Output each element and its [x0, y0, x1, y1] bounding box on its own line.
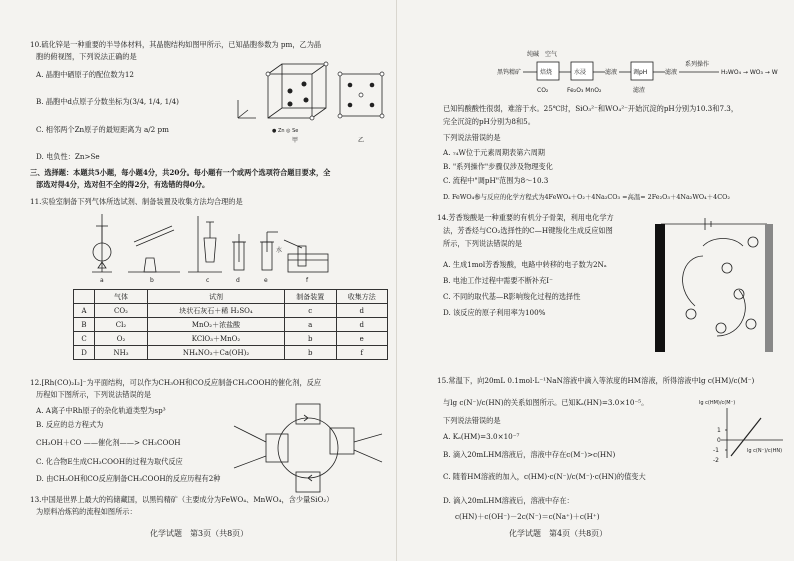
flow-co2: CO₂ [537, 87, 549, 94]
q13-stem-1: 13.中国是世界上最大的钨储藏国，以黑钨精矿（主要成分为FeWO₄、MnWO₄，含少量SiO₂） [30, 495, 334, 504]
q14-electrochem-figure [643, 206, 783, 356]
q13-known-2: 完全沉淀的pH分别为8和5。 [443, 117, 535, 126]
graph-tick: 1 [717, 427, 721, 434]
table-header: 试剂 [148, 290, 285, 304]
table-cell: KClO₃＋MnO₂ [148, 332, 285, 346]
flow-filter-1: 滤液 [605, 69, 618, 76]
table-cell: a [285, 318, 337, 332]
q12-option-d: D. 由CH₃OH和CO反应制备CH₃COOH的反应历程有2种 [36, 474, 221, 483]
apparatus-f [284, 240, 328, 272]
apparatus-label-b: b [150, 277, 154, 284]
table-cell: d [336, 318, 388, 332]
q10-stem-1: 10.硫化锌是一种重要的半导体材料，其晶胞结构如图甲所示，已知晶胞参数为 pm，乙为晶 [30, 40, 322, 49]
table-cell: NH₄NO₃＋Ca(OH)₂ [148, 346, 285, 360]
apparatus-label-e: e [264, 277, 268, 284]
table-cell: Cl₂ [95, 318, 148, 332]
fig-label-jia: 甲 [292, 137, 299, 144]
table-cell: B [74, 318, 95, 332]
fig-label-yi: 乙 [358, 137, 365, 144]
table-cell: NH₃ [95, 346, 148, 360]
table-cell: b [285, 346, 337, 360]
table-cell: A [74, 304, 95, 318]
flow-ore: 黑钨精矿 [497, 69, 522, 76]
flow-end: H₂WO₄ → WO₃ → W [721, 69, 778, 76]
apparatus-a [92, 214, 112, 272]
table-row [74, 332, 388, 346]
q14-option-c: C. 不同的取代基—R影响羧化过程的选择性 [443, 292, 581, 301]
flow-residue-oxides: Fe₂O₃ MnO₂ [567, 87, 602, 94]
flow-roast: 焙烧 [540, 69, 553, 76]
table-cell: f [336, 346, 388, 360]
apparatus-label-a: a [100, 277, 104, 284]
q12-stem-1: 12.[Rh(CO)₂I₂]⁻为平面结构，可以作为CH₃OH和CO反应制备CH₃COOH的催化剂，反应 [30, 378, 322, 387]
table-header-row [74, 290, 388, 304]
q12-catalytic-cycle [226, 398, 386, 498]
flow-adjust: 调pH [633, 69, 648, 76]
q14-option-d: D. 该反应的原子利用率为100% [443, 308, 546, 317]
q15-option-a: A. Kₐ(HM)=3.0×10⁻⁷ [443, 432, 520, 441]
q12-option-c: C. 化合物E生成CH₃COOH的过程为取代反应 [36, 457, 183, 466]
table-cell: e [336, 332, 388, 346]
q15-graph [697, 394, 789, 466]
table-row [74, 318, 388, 332]
flow-inputs: 纯碱 空气 [527, 51, 558, 58]
table-cell: CO₂ [95, 304, 148, 318]
q13-known-1: 已知钨酸酸性很弱，难溶于水。25℃时，SiO₃²⁻和WO₄²⁻开始沉淀的pH分别为10.3和7.3， [443, 104, 739, 113]
q15-option-d-equation: c(HN)＋c(OH⁻)－2c(N⁻)＝c(Na⁺)＋c(H⁺) [455, 512, 600, 521]
q14-option-b: B. 电池工作过程中需要不断补充I⁻ [443, 276, 553, 285]
table-header [74, 290, 95, 304]
fig-legend: ● Zn ◎ Se [272, 128, 299, 134]
q15-stem-3: 下列说法错误的是 [443, 416, 501, 425]
graph-tick: 0 [717, 437, 721, 444]
cell-cube-jia [238, 62, 328, 120]
apparatus-label-d: d [236, 277, 240, 284]
q14-stem-3: 所示，下列说法错误的是 [443, 239, 523, 248]
table-cell: d [336, 304, 388, 318]
q12-equation: CH₃OH＋CO ——催化剂——> CH₃COOH [36, 438, 181, 447]
table-header: 收集方法 [336, 290, 388, 304]
apparatus-label-c: c [206, 277, 210, 284]
q13-option-a: A. ₇₄W位于元素周期表第六周期 [443, 148, 545, 157]
q15-stem-1: 15.常温下，向20mL 0.1mol·L⁻¹NaN溶液中滴入等浓度的HM溶液，所得溶液中lg c(HM)/c(M⁻) [437, 376, 755, 385]
q15-option-b: B. 滴入20mLHM溶液后，溶液中存在c(M⁻)>c(HN) [443, 450, 616, 459]
graph-x-label: lg c(N⁻)/c(HN) [747, 448, 783, 454]
section-3-line-2: 部选对得4分，选对但不全的得2分，有选错的得0分。 [36, 180, 210, 189]
q10-option-b: B. 晶胞中d点原子分数坐标为(3/4, 1/4, 1/4) [36, 97, 179, 106]
q10-option-d: D. 电负性：Zn>Se [36, 152, 100, 161]
table-cell: D [74, 346, 95, 360]
flow-water: 水浸 [574, 69, 587, 76]
q13-flowchart [497, 48, 787, 100]
q13-stem: 下列说法错误的是 [443, 133, 501, 142]
right-page [397, 0, 794, 561]
graph-tick: -1 [713, 447, 719, 454]
q10-option-c: C. 相邻两个Zn原子的最短距离为 a/2 pm [36, 125, 169, 134]
q15-option-d: D. 滴入20mLHM溶液后，溶液中存在： [443, 496, 574, 505]
flow-residue: 滤渣 [633, 87, 646, 94]
q10-crystal-figure [228, 56, 388, 148]
apparatus-label-f: f [306, 277, 309, 284]
q11-stem: 11.实验室制备下列气体所选试剂、制备装置及收集方法均合理的是 [30, 197, 243, 206]
q14-stem-1: 14.芳香羧酸是一种重要的有机分子骨架，利用电化学方 [437, 213, 614, 222]
table-cell: c [285, 304, 337, 318]
apparatus-c [188, 216, 222, 272]
table-row [74, 346, 388, 360]
graph-y-label: lg c(HM)/c(M⁻) [699, 400, 736, 406]
graph-tick: -2 [713, 457, 719, 464]
footer-left: 化学试题 第3页（共8页） [150, 529, 249, 538]
apparatus-b [128, 226, 180, 272]
flow-filter-2: 滤液 [665, 69, 678, 76]
q12-option-b: B. 反应的总方程式为 [36, 420, 104, 429]
q13-stem-2: 为原料冶炼钨的流程如图所示： [36, 507, 137, 516]
footer-right: 化学试题 第4页（共8页） [509, 529, 608, 538]
cell-topview-yi [338, 72, 384, 118]
table-cell: C [74, 332, 95, 346]
table-header: 气体 [95, 290, 148, 304]
table-cell: b [285, 332, 337, 346]
water-label: 水 [276, 247, 283, 254]
flow-series: 系列操作 [685, 61, 710, 68]
table-cell: MnO₂＋浓盐酸 [148, 318, 285, 332]
q10-option-a: A. 晶胞中硒原子的配位数为12 [36, 70, 134, 79]
table-header: 制备装置 [285, 290, 337, 304]
q11-table [73, 289, 388, 360]
q12-stem-2: 历程如下图所示，下列说法错误的是 [36, 390, 152, 399]
q15-stem-2: 与lg c(N⁻)/c(HN)的关系如图所示。已知Kₐ(HN)=3.0×10⁻⁵。 [443, 398, 649, 407]
q13-option-b: B. "系列操作"步骤仅涉及物理变化 [443, 162, 553, 171]
q13-option-c: C. 流程中"调pH"范围为8～10.3 [443, 176, 549, 185]
table-cell: O₂ [95, 332, 148, 346]
q14-option-a: A. 生成1mol芳香羧酸，电路中转移的电子数为2Nₐ [443, 260, 607, 269]
table-row [74, 304, 388, 318]
q10-stem-2: 胞的俯视图，下列说法正确的是 [36, 52, 137, 61]
q13-option-d: D. FeWO₄参与反应的化学方程式为4FeWO₄＋O₂＋4Na₂CO₃ =高温= 2Fe₂O₃＋4Na₂WO₄＋4CO₂ [443, 193, 730, 201]
table-cell: 块状石灰石＋稀 H₂SO₄ [148, 304, 285, 318]
section-3-line-1: 三、选择题：本题共5小题，每小题4分，共20分。每小题有一个或两个选项符合题目要求，全 [30, 168, 331, 177]
apparatus-d [232, 234, 246, 270]
q14-stem-2: 法，芳香烃与CO₂选择性的C—H键羧化生成反应如图 [443, 226, 613, 235]
q15-option-c: C. 随着HM溶液的加入，c(HM)·c(N⁻)/c(M⁻)·c(HN)的值变大 [443, 472, 646, 481]
q11-apparatus [88, 212, 388, 284]
q12-option-a: A. A离子中Rh原子的杂化轨道类型为sp³ [36, 406, 166, 415]
